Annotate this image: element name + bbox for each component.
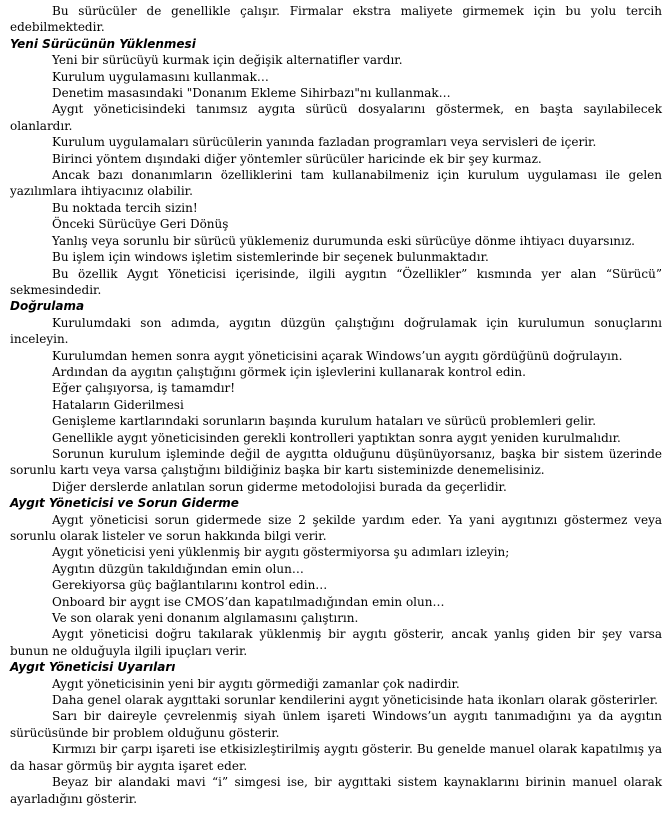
paragraph: Yanlış veya sorunlu bir sürücü yüklemeniz durumunda eski sürücüye dönme ihtiyacı duyarsınız. bbox=[52, 233, 635, 248]
paragraph: Genişleme kartlarındaki sorunların başında kurulum hataları ve sürücü problemleri gelir. bbox=[52, 414, 597, 429]
section-heading-device-manager-warnings: Aygıt Yöneticisi Uyarıları bbox=[10, 660, 176, 675]
paragraph: Beyaz bir alandaki mavi “i” simgesi ise, bir aygıttaki sistem kaynaklarını birinin manuel olarak ayarladığını gösterir. bbox=[10, 775, 662, 806]
paragraph: Ancak bazı donanımların özelliklerini tam kullanabilmeniz için kurulum uygulaması ile gelen yazılımlara ihtiyacınız olabilir. bbox=[10, 168, 662, 199]
section-heading-new-driver: Yeni Sürücünün Yüklenmesi bbox=[10, 36, 196, 51]
paragraph: Sorunun kurulum işleminde değil de aygıtta olduğunu düşünüyorsanız, başka bir sistem üzerinde sorunlu kartı veya varsa çalıştığını bildiğiniz başka bir kartı sisteminizde denemelisiniz. bbox=[10, 446, 662, 478]
paragraph: Kurulum uygulamasını kullanmak… bbox=[52, 69, 269, 84]
paragraph: Hataların Giderilmesi bbox=[52, 397, 184, 412]
paragraph: Bu işlem için windows işletim sistemlerinde bir seçenek bulunmaktadır. bbox=[52, 250, 489, 265]
paragraph: Genellikle aygıt yöneticisinden gerekli kontrolleri yaptıktan sonra aygıt yeniden kurulmalıdır. bbox=[52, 430, 621, 445]
paragraph: Aygıt yöneticisindeki tanımsız aygıta sürücü dosyalarını göstermek, en başta sayılabilecek olanlardır. bbox=[10, 102, 662, 133]
paragraph: Kurulumdaki son adımda, aygıtın düzgün çalıştığını doğrulamak için kurulumun sonuçlarını inceleyin. bbox=[10, 315, 662, 347]
paragraph: Yeni bir sürücüyü kurmak için değişik alternatifler vardır. bbox=[52, 53, 403, 68]
section-heading-device-manager-troubleshooting: Aygıt Yöneticisi ve Sorun Giderme bbox=[10, 496, 239, 511]
paragraph: Aygıtın düzgün takıldığından emin olun… bbox=[52, 561, 304, 576]
paragraph: Diğer derslerde anlatılan sorun giderme metodolojisi burada da geçerlidir. bbox=[52, 479, 507, 494]
paragraph: Daha genel olarak aygıttaki sorunlar kendilerini aygıt yöneticisinde hata ikonları olarak gösterirler. bbox=[52, 693, 658, 708]
paragraph: Kurulumdan hemen sonra aygıt yöneticisini açarak Windows’un aygıtı gördüğünü doğrulayın. bbox=[52, 348, 623, 363]
paragraph: Kırmızı bir çarpı işareti ise etkisizleştirilmiş aygıtı gösterir. Bu genelde manuel olarak kapatılmış ya da hasar görmüş bir aygıta işaret eder. bbox=[10, 742, 662, 773]
paragraph: Bu sürücüler de genellikle çalışır. Firmalar ekstra maliyete girmemek için bu yolu tercih edebilmektedir. bbox=[10, 4, 662, 35]
paragraph: Aygıt yöneticisi doğru takılarak yüklenmiş bir aygıtı gösterir, ancak yanlış giden bir şey varsa bunun ne olduğuyla ilgili ipuçları verir. bbox=[10, 627, 662, 658]
paragraph: Birinci yöntem dışındaki diğer yöntemler sürücüler haricinde ek bir şey kurmaz. bbox=[52, 151, 542, 166]
paragraph: Ardından da aygıtın çalıştığını görmek için işlevlerini kullanarak kontrol edin. bbox=[52, 364, 526, 379]
section-heading-verification: Doğrulama bbox=[10, 299, 85, 314]
paragraph: Bu noktada tercih sizin! bbox=[52, 200, 198, 215]
paragraph: Onboard bir aygıt ise CMOS’dan kapatılmadığından emin olun… bbox=[52, 594, 445, 609]
paragraph: Aygıt yöneticisi sorun gidermede size 2 şekilde yardım eder. Ya yani aygıtınızı göstermez veya sorunlu olarak listeler ve sorun hakkında bilgi verir. bbox=[10, 512, 662, 543]
paragraph: Kurulum uygulamaları sürücülerin yanında fazladan programları veya servisleri de içerir. bbox=[52, 135, 597, 150]
paragraph: Sarı bir daireyle çevrelenmiş siyah ünlem işareti Windows’un aygıtı tanımadığını ya da aygıtın sürücüsünde bir problem olduğunu gösterir. bbox=[10, 709, 662, 740]
paragraph: Eğer çalışıyorsa, iş tamamdır! bbox=[52, 381, 236, 396]
paragraph: Gerekiyorsa güç bağlantılarını kontrol edin… bbox=[52, 578, 328, 593]
paragraph: Aygıt yöneticisi yeni yüklenmiş bir aygıtı göstermiyorsa şu adımları izleyin; bbox=[52, 545, 510, 560]
paragraph: Ve son olarak yeni donanım algılamasını çalıştırın. bbox=[52, 611, 359, 626]
paragraph: Denetim masasındaki "Donanım Ekleme Sihirbazı"nı kullanmak… bbox=[52, 86, 451, 101]
paragraph: Aygıt yöneticisinin yeni bir aygıtı görmediği zamanlar çok nadirdir. bbox=[52, 676, 460, 691]
paragraph: Önceki Sürücüye Geri Dönüş bbox=[52, 217, 229, 232]
paragraph: Bu özellik Aygıt Yöneticisi içerisinde, ilgili aygıtın “Özellikler” kısmında yer alan “Sürücü” sekmesindedir. bbox=[10, 266, 662, 297]
